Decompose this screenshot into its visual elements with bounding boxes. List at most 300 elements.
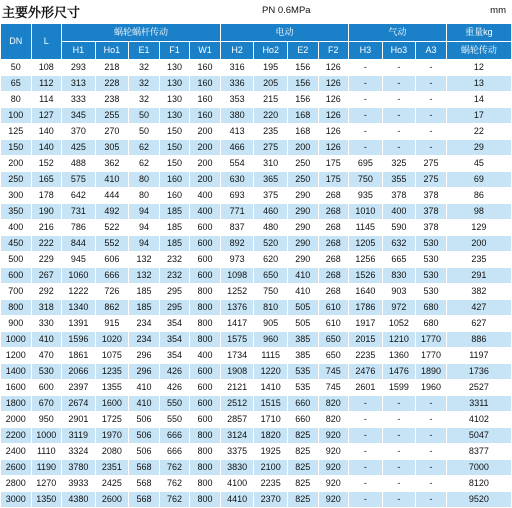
table-cell: 1725 <box>95 412 129 428</box>
table-cell: 2121 <box>220 380 254 396</box>
table-cell: - <box>416 428 447 444</box>
table-cell: 165 <box>31 172 62 188</box>
table-cell: 7000 <box>446 460 511 476</box>
table-row <box>1 460 512 476</box>
table-cell: 1917 <box>349 316 383 332</box>
table-cell: 425 <box>62 140 96 156</box>
table-cell: 290 <box>287 220 318 236</box>
table-cell: 466 <box>220 140 254 156</box>
table-cell: 400 <box>382 204 416 220</box>
table-cell: 229 <box>31 252 62 268</box>
table-cell: 1060 <box>62 268 96 284</box>
table-cell: 492 <box>95 204 129 220</box>
table-cell: 290 <box>287 236 318 252</box>
table-cell: 13 <box>446 76 511 92</box>
table-cell: 1010 <box>349 204 383 220</box>
table-cell: 610 <box>318 300 349 316</box>
table-cell: 235 <box>254 124 288 140</box>
table-cell: 3830 <box>220 460 254 476</box>
table-cell: 1970 <box>95 428 129 444</box>
table-cell: 126 <box>318 92 349 108</box>
table-cell: 234 <box>129 332 160 348</box>
table-row <box>1 492 512 508</box>
table-cell: 2600 <box>95 492 129 508</box>
table-cell: 862 <box>95 300 129 316</box>
table-cell: - <box>349 124 383 140</box>
table-cell: 505 <box>287 316 318 332</box>
table-cell: 800 <box>190 316 221 332</box>
table-cell: - <box>349 412 383 428</box>
table-cell: 1960 <box>416 380 447 396</box>
table-cell: 693 <box>220 188 254 204</box>
table-cell: 1270 <box>31 476 62 492</box>
table-cell: 1075 <box>95 348 129 364</box>
table-cell: 762 <box>159 460 190 476</box>
table-cell: 800 <box>190 492 221 508</box>
table-row <box>1 396 512 412</box>
table-cell: 1350 <box>31 492 62 508</box>
table-cell: 522 <box>95 220 129 236</box>
table-cell: 80 <box>129 172 160 188</box>
table-cell: - <box>349 492 383 508</box>
table-row <box>1 252 512 268</box>
sub-header-row <box>1 42 512 60</box>
table-cell: 108 <box>31 60 62 76</box>
table-cell: 185 <box>129 284 160 300</box>
table-cell: 175 <box>318 172 349 188</box>
table-cell: 905 <box>254 316 288 332</box>
table-cell: 370 <box>62 124 96 140</box>
table-cell: - <box>349 140 383 156</box>
table-cell: 2397 <box>62 380 96 396</box>
table-cell: - <box>349 460 383 476</box>
table-cell: 129 <box>446 220 511 236</box>
table-cell: 1220 <box>254 364 288 380</box>
sub-header-f1: F1 <box>159 42 190 60</box>
table-cell: 632 <box>382 236 416 252</box>
table-cell: - <box>382 108 416 124</box>
table-cell: 3119 <box>62 428 96 444</box>
table-cell: 2235 <box>349 348 383 364</box>
table-cell: 680 <box>416 300 447 316</box>
table-cell: 200 <box>190 140 221 156</box>
table-cell: 9520 <box>446 492 511 508</box>
table-cell: 945 <box>62 252 96 268</box>
table-cell: 32 <box>129 76 160 92</box>
table-cell: 1098 <box>220 268 254 284</box>
table-cell: 2400 <box>1 444 32 460</box>
table-cell: 17 <box>446 108 511 124</box>
table-cell: - <box>416 396 447 412</box>
table-cell: 426 <box>159 364 190 380</box>
table-cell: 268 <box>318 252 349 268</box>
table-cell: 903 <box>382 284 416 300</box>
table-cell: - <box>416 60 447 76</box>
table-cell: 160 <box>159 188 190 204</box>
table-cell: 126 <box>318 60 349 76</box>
table-cell: 3124 <box>220 428 254 444</box>
table-cell: 355 <box>382 172 416 188</box>
table-cell: 385 <box>287 348 318 364</box>
table-cell: 353 <box>220 92 254 108</box>
table-cell: 3933 <box>62 476 96 492</box>
table-cell: - <box>349 476 383 492</box>
table-cell: 426 <box>159 380 190 396</box>
table-cell: 2235 <box>254 476 288 492</box>
table-cell: 160 <box>190 92 221 108</box>
table-cell: 413 <box>220 124 254 140</box>
table-cell: 220 <box>254 108 288 124</box>
table-cell: 275 <box>416 172 447 188</box>
table-cell: 820 <box>318 412 349 428</box>
table-cell: 600 <box>190 236 221 252</box>
table-cell: - <box>416 108 447 124</box>
sub-header-ho1: Ho1 <box>95 42 129 60</box>
table-cell: 800 <box>1 300 32 316</box>
table-cell: 130 <box>159 60 190 76</box>
table-cell: 600 <box>190 396 221 412</box>
table-row <box>1 476 512 492</box>
table-cell: 666 <box>95 268 129 284</box>
table-cell: 215 <box>254 92 288 108</box>
table-cell: 380 <box>220 108 254 124</box>
table-cell: 920 <box>318 460 349 476</box>
table-cell: 200 <box>1 156 32 172</box>
table-cell: 400 <box>1 220 32 236</box>
table-cell: 506 <box>129 428 160 444</box>
table-cell: 1734 <box>220 348 254 364</box>
table-cell: 114 <box>31 92 62 108</box>
table-cell: 354 <box>159 332 190 348</box>
table-cell: 50 <box>129 108 160 124</box>
table-cell: 530 <box>416 284 447 300</box>
table-cell: 94 <box>129 236 160 252</box>
sub-header-e1: E1 <box>129 42 160 60</box>
table-cell: 250 <box>287 156 318 172</box>
unit-label: mm <box>490 5 506 16</box>
table-cell: 444 <box>95 188 129 204</box>
table-cell: 1340 <box>62 300 96 316</box>
table-cell: 1736 <box>446 364 511 380</box>
table-cell: 1770 <box>416 332 447 348</box>
table-cell: 666 <box>159 444 190 460</box>
table-cell: 316 <box>220 60 254 76</box>
table-cell: 250 <box>1 172 32 188</box>
table-cell: 700 <box>1 284 32 300</box>
table-cell: 1770 <box>416 348 447 364</box>
table-cell: 2425 <box>95 476 129 492</box>
table-cell: 290 <box>287 204 318 220</box>
table-cell: 2476 <box>349 364 383 380</box>
table-cell: 3780 <box>62 460 96 476</box>
table-cell: - <box>349 60 383 76</box>
table-cell: - <box>416 476 447 492</box>
table-cell: 354 <box>159 316 190 332</box>
table-cell: - <box>382 60 416 76</box>
table-cell: 325 <box>382 156 416 172</box>
table-cell: 62 <box>129 156 160 172</box>
table-cell: 2066 <box>62 364 96 380</box>
table-cell: 935 <box>349 188 383 204</box>
table-row <box>1 316 512 332</box>
table-cell: 1200 <box>1 348 32 364</box>
table-cell: 825 <box>287 460 318 476</box>
table-cell: 362 <box>95 156 129 172</box>
table-cell: 1526 <box>349 268 383 284</box>
table-cell: 150 <box>159 156 190 172</box>
table-cell: 50 <box>129 124 160 140</box>
table-cell: 1210 <box>382 332 416 348</box>
table-row <box>1 284 512 300</box>
table-cell: 1476 <box>382 364 416 380</box>
table-cell: 800 <box>190 300 221 316</box>
table-cell: 520 <box>254 236 288 252</box>
table-cell: 98 <box>446 204 511 220</box>
table-cell: 168 <box>287 124 318 140</box>
table-cell: 660 <box>287 412 318 428</box>
header-worm-gear: 蜗轮蜗杆传动 <box>62 24 221 42</box>
table-cell: 1197 <box>446 348 511 364</box>
table-cell: 1710 <box>254 412 288 428</box>
table-cell: 3000 <box>1 492 32 508</box>
table-cell: 820 <box>318 396 349 412</box>
table-cell: 310 <box>254 156 288 172</box>
table-cell: - <box>382 76 416 92</box>
table-cell: 232 <box>159 252 190 268</box>
table-cell: 920 <box>318 476 349 492</box>
table-cell: 1391 <box>62 316 96 332</box>
table-cell: 600 <box>31 380 62 396</box>
table-cell: - <box>416 444 447 460</box>
table-cell: 268 <box>318 284 349 300</box>
table-cell: 126 <box>318 108 349 124</box>
table-cell: 2601 <box>349 380 383 396</box>
table-cell: 400 <box>190 204 221 220</box>
table-cell: 185 <box>129 300 160 316</box>
table-cell: 125 <box>1 124 32 140</box>
table-cell: 1575 <box>220 332 254 348</box>
table-cell: 800 <box>190 332 221 348</box>
table-cell: 218 <box>95 60 129 76</box>
table-cell: - <box>382 412 416 428</box>
table-cell: 1256 <box>349 252 383 268</box>
table-cell: 630 <box>220 172 254 188</box>
table-cell: 1110 <box>31 444 62 460</box>
table-cell: 552 <box>95 236 129 252</box>
table-cell: - <box>349 108 383 124</box>
table-cell: 3375 <box>220 444 254 460</box>
table-cell: 318 <box>31 300 62 316</box>
table-cell: 500 <box>1 252 32 268</box>
table-cell: 837 <box>220 220 254 236</box>
table-cell: 620 <box>254 252 288 268</box>
table-row <box>1 92 512 108</box>
table-cell: 590 <box>382 220 416 236</box>
table-cell: 400 <box>190 348 221 364</box>
table-cell: 800 <box>190 460 221 476</box>
table-cell: 460 <box>254 204 288 220</box>
header-electric: 电动 <box>220 24 348 42</box>
table-cell: 216 <box>31 220 62 236</box>
table-cell: 606 <box>95 252 129 268</box>
table-cell: 410 <box>95 172 129 188</box>
table-cell: 762 <box>159 476 190 492</box>
table-cell: - <box>416 460 447 476</box>
header-weight: 重量kg <box>446 24 511 42</box>
table-cell: 195 <box>254 60 288 76</box>
table-cell: 427 <box>446 300 511 316</box>
table-cell: - <box>349 428 383 444</box>
table-cell: 1000 <box>1 332 32 348</box>
table-cell: 1925 <box>254 444 288 460</box>
table-cell: 600 <box>190 252 221 268</box>
table-cell: 130 <box>159 92 190 108</box>
table-cell: 8120 <box>446 476 511 492</box>
table-cell: 950 <box>31 412 62 428</box>
table-cell: 2901 <box>62 412 96 428</box>
table-cell: - <box>382 396 416 412</box>
table-cell: 2000 <box>1 412 32 428</box>
table-cell: 1861 <box>62 348 96 364</box>
table-row <box>1 108 512 124</box>
table-cell: 295 <box>159 300 190 316</box>
table-cell: 972 <box>382 300 416 316</box>
table-cell: 480 <box>254 220 288 236</box>
table-cell: 235 <box>446 252 511 268</box>
table-cell: 1355 <box>95 380 129 396</box>
table-row <box>1 300 512 316</box>
table-cell: 268 <box>318 188 349 204</box>
table-cell: 550 <box>159 412 190 428</box>
table-cell: 8377 <box>446 444 511 460</box>
table-cell: 786 <box>62 220 96 236</box>
table-cell: - <box>416 412 447 428</box>
table-cell: - <box>349 396 383 412</box>
table-cell: 290 <box>287 188 318 204</box>
table-cell: 1908 <box>220 364 254 380</box>
table-cell: 550 <box>159 396 190 412</box>
sub-header-h2: H2 <box>220 42 254 60</box>
table-cell: 650 <box>318 348 349 364</box>
table-cell: 385 <box>287 332 318 348</box>
table-cell: 825 <box>287 492 318 508</box>
table-cell: 156 <box>287 92 318 108</box>
table-cell: 160 <box>190 60 221 76</box>
table-cell: 291 <box>446 268 511 284</box>
table-row <box>1 444 512 460</box>
table-cell: 94 <box>129 220 160 236</box>
table-cell: 238 <box>95 92 129 108</box>
table-cell: 1600 <box>95 396 129 412</box>
table-cell: 670 <box>31 396 62 412</box>
table-cell: 126 <box>318 140 349 156</box>
table-cell: 745 <box>318 380 349 396</box>
table-cell: - <box>382 140 416 156</box>
table-cell: 160 <box>159 172 190 188</box>
table-cell: 450 <box>1 236 32 252</box>
table-row <box>1 236 512 252</box>
table-cell: 530 <box>416 252 447 268</box>
table-cell: 530 <box>416 268 447 284</box>
table-cell: 80 <box>129 188 160 204</box>
sub-header-w1: W1 <box>190 42 221 60</box>
table-cell: 627 <box>446 316 511 332</box>
table-cell: 680 <box>416 316 447 332</box>
table-cell: 234 <box>129 316 160 332</box>
table-row <box>1 380 512 396</box>
table-cell: 69 <box>446 172 511 188</box>
table-cell: 2674 <box>62 396 96 412</box>
table-cell: 268 <box>318 268 349 284</box>
table-cell: 731 <box>62 204 96 220</box>
table-row <box>1 428 512 444</box>
table-cell: 726 <box>95 284 129 300</box>
table-cell: 810 <box>254 300 288 316</box>
table-cell: 920 <box>318 492 349 508</box>
table-cell: 915 <box>95 316 129 332</box>
table-cell: 228 <box>95 76 129 92</box>
table-cell: 1410 <box>254 380 288 396</box>
table-cell: 535 <box>287 380 318 396</box>
table-cell: 410 <box>287 268 318 284</box>
table-cell: 365 <box>254 172 288 188</box>
table-cell: 470 <box>31 348 62 364</box>
table-cell: 410 <box>31 332 62 348</box>
table-cell: 825 <box>287 444 318 460</box>
table-row <box>1 364 512 380</box>
table-cell: 295 <box>159 284 190 300</box>
table-cell: 94 <box>129 204 160 220</box>
table-cell: 100 <box>1 108 32 124</box>
table-cell: 600 <box>190 364 221 380</box>
table-cell: 920 <box>318 444 349 460</box>
table-cell: 200 <box>446 236 511 252</box>
table-cell: 32 <box>129 92 160 108</box>
table-cell: 1190 <box>31 460 62 476</box>
table-cell: 268 <box>318 220 349 236</box>
table-cell: 535 <box>287 364 318 380</box>
table-cell: 255 <box>95 108 129 124</box>
table-cell: 86 <box>446 188 511 204</box>
table-cell: 375 <box>254 188 288 204</box>
table-cell: 150 <box>159 140 190 156</box>
table-cell: 1205 <box>349 236 383 252</box>
table-cell: 1000 <box>31 428 62 444</box>
table-cell: 1145 <box>349 220 383 236</box>
table-cell: 600 <box>190 380 221 396</box>
table-cell: 300 <box>1 188 32 204</box>
table-cell: 200 <box>287 140 318 156</box>
table-cell: 290 <box>287 252 318 268</box>
table-cell: 2100 <box>254 460 288 476</box>
table-cell: 292 <box>31 284 62 300</box>
table-cell: 4380 <box>62 492 96 508</box>
table-cell: 900 <box>1 316 32 332</box>
table-cell: 600 <box>190 412 221 428</box>
table-cell: 330 <box>31 316 62 332</box>
dimensions-table <box>0 23 512 508</box>
table-cell: 185 <box>159 220 190 236</box>
table-cell: 600 <box>1 268 32 284</box>
table-cell: 378 <box>416 188 447 204</box>
table-cell: 200 <box>190 172 221 188</box>
table-cell: 960 <box>254 332 288 348</box>
table-row <box>1 188 512 204</box>
table-row <box>1 60 512 76</box>
table-cell: 410 <box>129 380 160 396</box>
table-cell: 126 <box>318 76 349 92</box>
table-cell: 296 <box>129 364 160 380</box>
